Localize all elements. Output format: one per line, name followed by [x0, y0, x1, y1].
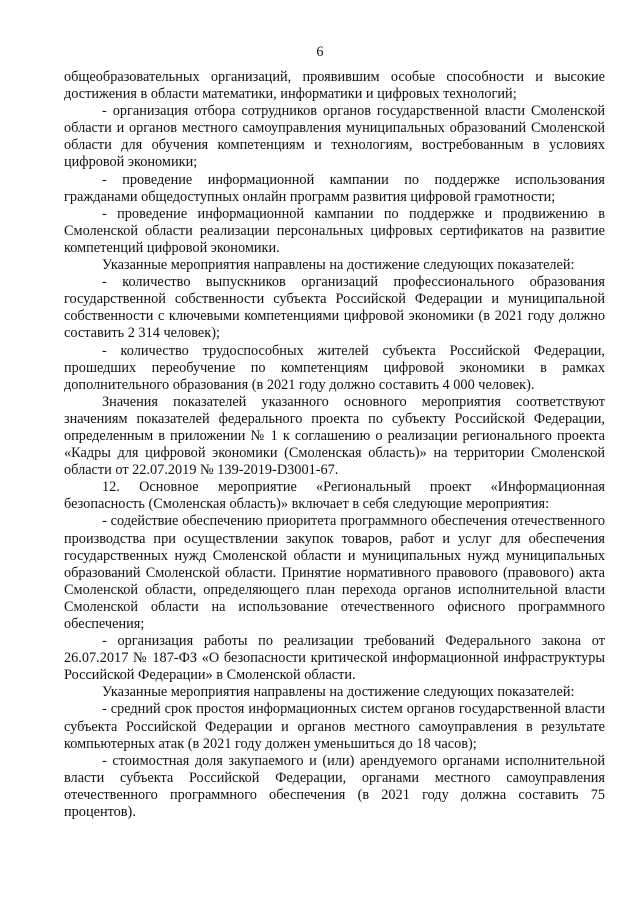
paragraph-continuation: общеобразовательных организаций, проявившим особые способности и высокие достижения в области математики, информатики и цифровых технологий;	[64, 69, 605, 103]
indicator-downtime: - средний срок простоя информационных систем органов государственной власти субъекта Российской Федерации и органов местного самоуправления в результате компьютерных атак (в 2021 году должен уменьшиться до 18 часов);	[64, 701, 605, 752]
page-number: 6	[316, 44, 324, 60]
section-12-heading: 12. Основное мероприятие «Региональный проект «Информационная безопасность (Смоленская область)» включает в себя следующие мероприятия:	[64, 479, 605, 513]
indicators-intro-2: Указанные мероприятия направлены на достижение следующих показателей:	[102, 684, 575, 701]
list-item-domestic-software: - содействие обеспечению приоритета программного обеспечения отечественного производства при осуществлении закупок товаров, работ и услуг для обеспечения государственных нужд Смоленской области и муниципальных нужд муниципальных образований Смоленской области. Принятие нормативного правового (правового) акта Смоленской области, определяющего план перехода органов исполнительной власти Смоленской области на использование отечественного офисного программного обеспечения;	[64, 513, 605, 632]
indicator-graduates: - количество выпускников организаций профессионального образования государственной собственности субъекта Российской Федерации и муниципальной собственности с ключевыми компетенциями цифровой экономики (в 2021 году должно составить 2 314 человек);	[64, 274, 605, 342]
indicator-software-share: - стоимостная доля закупаемого и (или) арендуемого органами исполнительной власти субъекта Российской Федерации, органами местного самоуправления отечественного программного обеспечения (в 2021 году должна составить 75 процентов).	[64, 752, 605, 821]
list-item-digital-certificates-campaign: - проведение информационной кампании по поддержке и продвижению в Смоленской области реализации персональных цифровых сертификатов на развитие компетенций цифровой экономики.	[64, 205, 605, 256]
list-item-federal-law-187: - организация работы по реализации требований Федерального закона от 26.07.2017 № 187-ФЗ «О безопасности критической информационной инфраструктуры Российской Федерации» в Смоленской области.	[64, 633, 605, 684]
indicator-retrained-residents: - количество трудоспособных жителей субъекта Российской Федерации, прошедших переобучение по компетенциям цифровой экономики в рамках дополнительного образования (в 2021 году должно составить 4 000 человек).	[64, 342, 605, 393]
indicators-intro: Указанные мероприятия направлены на достижение следующих показателей:	[102, 257, 575, 274]
list-item-digital-literacy-campaign: - проведение информационной кампании по поддержке использования гражданами общедоступных онлайн программ развития цифровой грамотности;	[64, 171, 605, 205]
document-body	[64, 69, 605, 821]
paragraph-indicator-values: Значения показателей указанного основного мероприятия соответствуют значениям показателей федерального проекта по субъекту Российской Федерации, определенным в приложении № 1 к соглашению о реализации регионального проекта «Кадры для цифровой экономики (Смоленская область)» на территории Смоленской области от 22.07.2019 № 139-2019-D3001-67.	[64, 393, 605, 479]
list-item-staff-selection: - организация отбора сотрудников органов государственной власти Смоленской области и органов местного самоуправления муниципальных образований Смоленской области для обучения компетенциям и технологиям, востребованным в условиях цифровой экономики;	[64, 103, 605, 171]
